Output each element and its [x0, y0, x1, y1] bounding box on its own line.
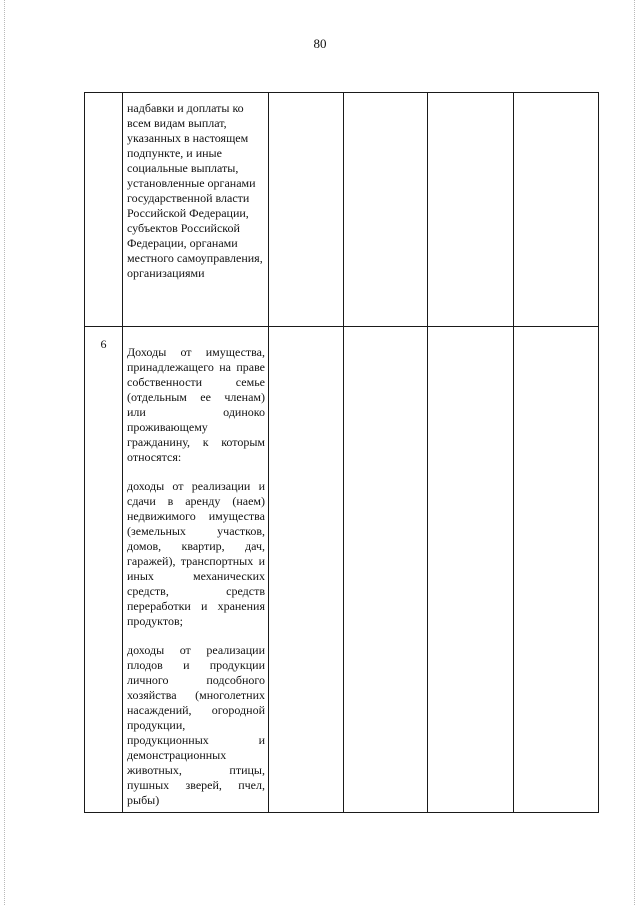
description-cell: [123, 327, 269, 813]
empty-cell: [428, 93, 514, 327]
income-paragraph: доходы от реализации плодов и продукции личного подсобного хозяйства (многолетних насаждений, огородной продукции, продукционных и демонстрационных животных, птицы, пушных зверей, пчел, рыбы): [127, 643, 265, 807]
table-row: [85, 93, 599, 327]
row-number: [85, 93, 122, 103]
empty-cell: [514, 93, 599, 327]
row-number-cell: [85, 93, 123, 327]
empty-cell: [344, 327, 428, 813]
row-description: надбавки и доплаты ко всем видам выплат, указанных в настоящем подпункте, и иные социальные выплаты, установленные органами государственной власти Российской Федерации, субъектов Российской Федерации, органами местного самоуправления, организациями: [127, 101, 263, 280]
row-number-cell: [85, 327, 123, 813]
empty-cell: [269, 93, 344, 327]
empty-cell: [344, 93, 428, 327]
scan-edge-left: [4, 0, 5, 905]
page-number: 80: [313, 36, 327, 51]
row-number: 6: [100, 337, 107, 351]
scan-edge-right: [634, 0, 635, 905]
table-row: [85, 327, 599, 813]
empty-cell: [269, 327, 344, 813]
income-paragraph: Доходы от имущества, принадлежащего на праве собственности семье (отдельным ее членам) или одиноко проживающему гражданину, к которым относятся:: [127, 345, 265, 464]
income-paragraph: доходы от реализации и сдачи в аренду (наем) недвижимого имущества (земельных участков, домов, квартир, дач, гаражей), транспортных и иных механических средств, средств переработки и хранения продуктов;: [127, 479, 265, 628]
empty-cell: [514, 327, 599, 813]
description-cell: [123, 93, 269, 327]
empty-cell: [428, 327, 514, 813]
income-table: [84, 92, 599, 813]
